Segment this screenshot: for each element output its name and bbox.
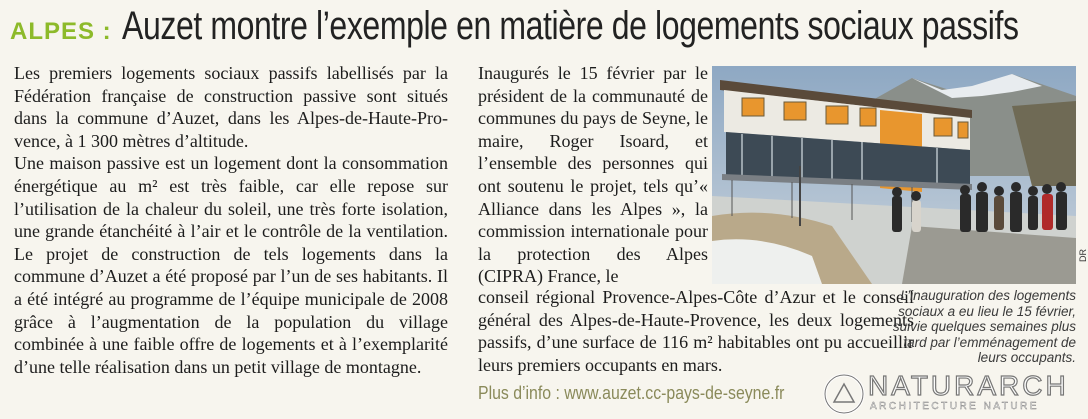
more-info-link[interactable]: Plus d’info : www.auzet.cc-pays-de-seyne.fr bbox=[478, 383, 785, 403]
photo-credit: DR bbox=[1078, 249, 1088, 262]
paragraph-intro: Les premiers logements sociaux passifs labellisés par la Fédération française de construction passive sont situés dans la commune d’Auzet, dans les Alpes-de-Haute-Provence, à 1 300 mètres d’altitude. bbox=[14, 63, 448, 151]
watermark-name: NATURARCH bbox=[868, 370, 1069, 401]
naturarch-logo-icon bbox=[822, 372, 866, 416]
article-column-middle bbox=[478, 62, 708, 288]
article-column-wide bbox=[478, 286, 914, 376]
paragraph-inauguration-continued: conseil régional Provence-Alpes-Côte d’Azur et le conseil général des Alpes-de-Haute-Provence, les deux logements passifs, d’une surface de 116 m² habitables ont pu accueillir leurs premiers occupants en mars. bbox=[478, 287, 914, 375]
article-column-left bbox=[14, 62, 448, 378]
naturarch-watermark bbox=[822, 372, 1084, 416]
building-photo bbox=[712, 66, 1076, 284]
paragraph-inauguration: Inaugurés le 15 février par le président de la communauté de communes du pays de Seyne, le maire, Roger Isoard, et l’ensemble des personnes qui ont soutenu le projet, tels qu’« Alliance dans les Alpes », la commission internationale pour la protection des Alpes (CIPRA) France, le bbox=[478, 63, 708, 287]
watermark-tagline: ARCHITECTURE NATURE bbox=[870, 401, 1039, 412]
paragraph-definition: Une maison passive est un logement dont la consommation énergétique au m² est très faible, car elle repose sur l’utilisation de la chaleur du soleil, une très forte isolation, une grande étanchéité à l’air et le contrôle de la ventilation. Le projet de construction de tels logements dans la commune d’Auzet a été proposé par l’un de ses habitants. Il a été intégré au programme de l’équipe municipale de 2008 grâce à l’augmentation de la population du village combinée à une faible offre de logements et à l’exemplarité d’une telle réalisation dans un petit village de montagne. bbox=[14, 153, 448, 377]
photo-caption: L’inauguration des logements sociaux a eu lieu le 15 février, suivie quelques semaines plus tard par l’emménagement de leurs occupants. bbox=[892, 288, 1076, 366]
section-kicker: ALPES : bbox=[10, 18, 112, 45]
article-headline bbox=[10, 4, 1080, 54]
article-title: Auzet montre l’exemple en matière de logements sociaux passifs bbox=[122, 4, 1019, 48]
